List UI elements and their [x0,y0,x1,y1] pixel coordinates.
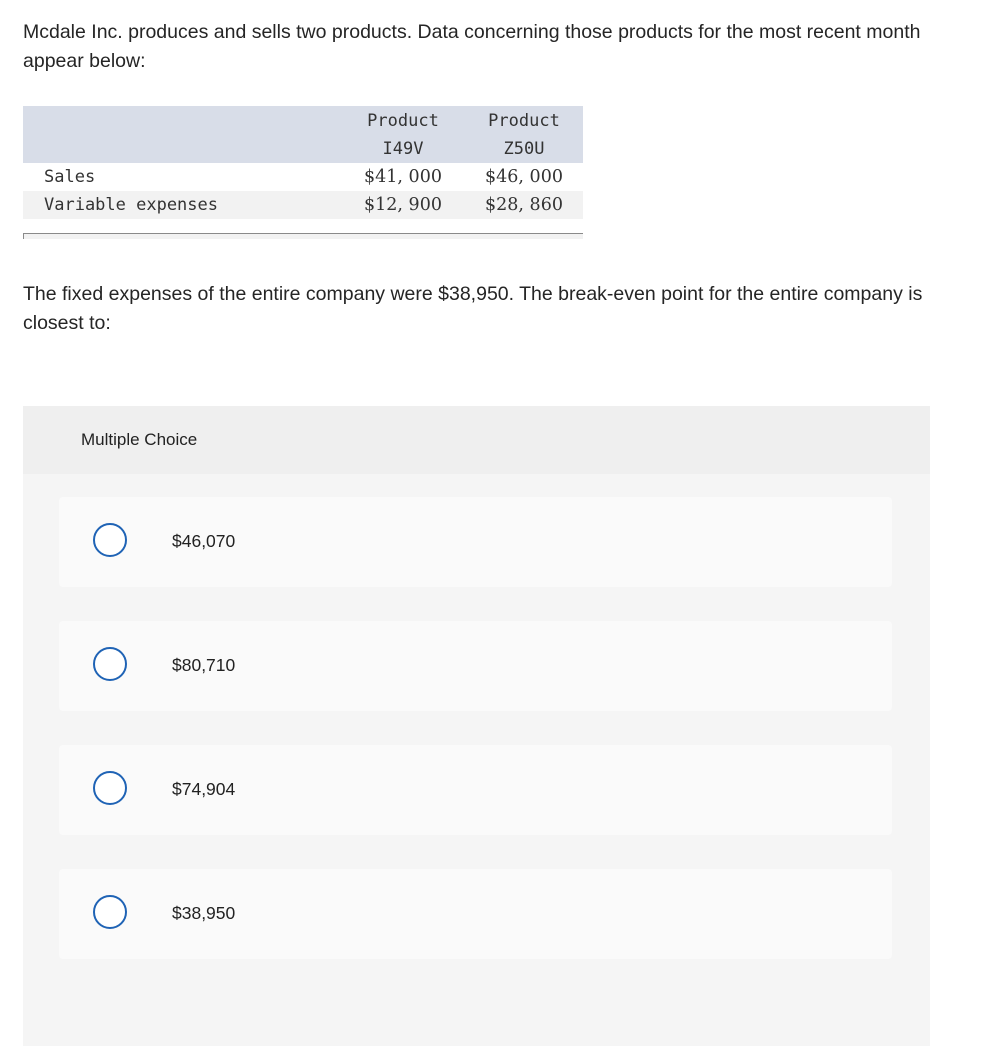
choice-label: $80,710 [172,655,236,675]
question-intro: Mcdale Inc. produces and sells two products. Data concerning those products for the most recent month appear below: [23,21,921,72]
choice-option-2[interactable] [59,621,892,711]
cell-value: $28, 860 [465,191,583,219]
table-header-row [23,106,583,163]
choice-option-4[interactable] [59,869,892,959]
column-header-product-i49v [341,106,465,163]
multiple-choice-title: Multiple Choice [81,430,198,449]
choice-label: $74,904 [172,779,236,799]
row-label: Sales [23,163,341,191]
choice-option-1[interactable] [59,497,892,587]
column-header-line1: Product [367,111,439,131]
row-label: Variable expenses [23,191,341,219]
table-row-sales [23,163,583,191]
column-header-line2: Z50U [503,139,545,159]
cell-value: $12, 900 [341,191,465,219]
product-data-table [23,106,583,219]
table-header-blank [23,106,341,163]
radio-button[interactable] [93,647,127,681]
multiple-choice-header [23,406,930,474]
radio-button[interactable] [93,895,127,929]
choice-label: $38,950 [172,903,236,923]
column-header-line1: Product [488,111,560,131]
question-stem: The fixed expenses of the entire company were $38,950. The break-even point for the entire company is closest to: [23,283,923,334]
column-header-line2: I49V [382,139,424,159]
multiple-choice-panel [23,406,930,1046]
choice-label: $46,070 [172,531,236,551]
column-header-product-z50u [465,106,583,163]
cell-value: $41, 000 [341,163,465,191]
table-footer-rule [23,233,583,239]
choice-option-3[interactable] [59,745,892,835]
table-row-variable-expenses [23,191,583,219]
radio-button[interactable] [93,771,127,805]
radio-button[interactable] [93,523,127,557]
cell-value: $46, 000 [465,163,583,191]
